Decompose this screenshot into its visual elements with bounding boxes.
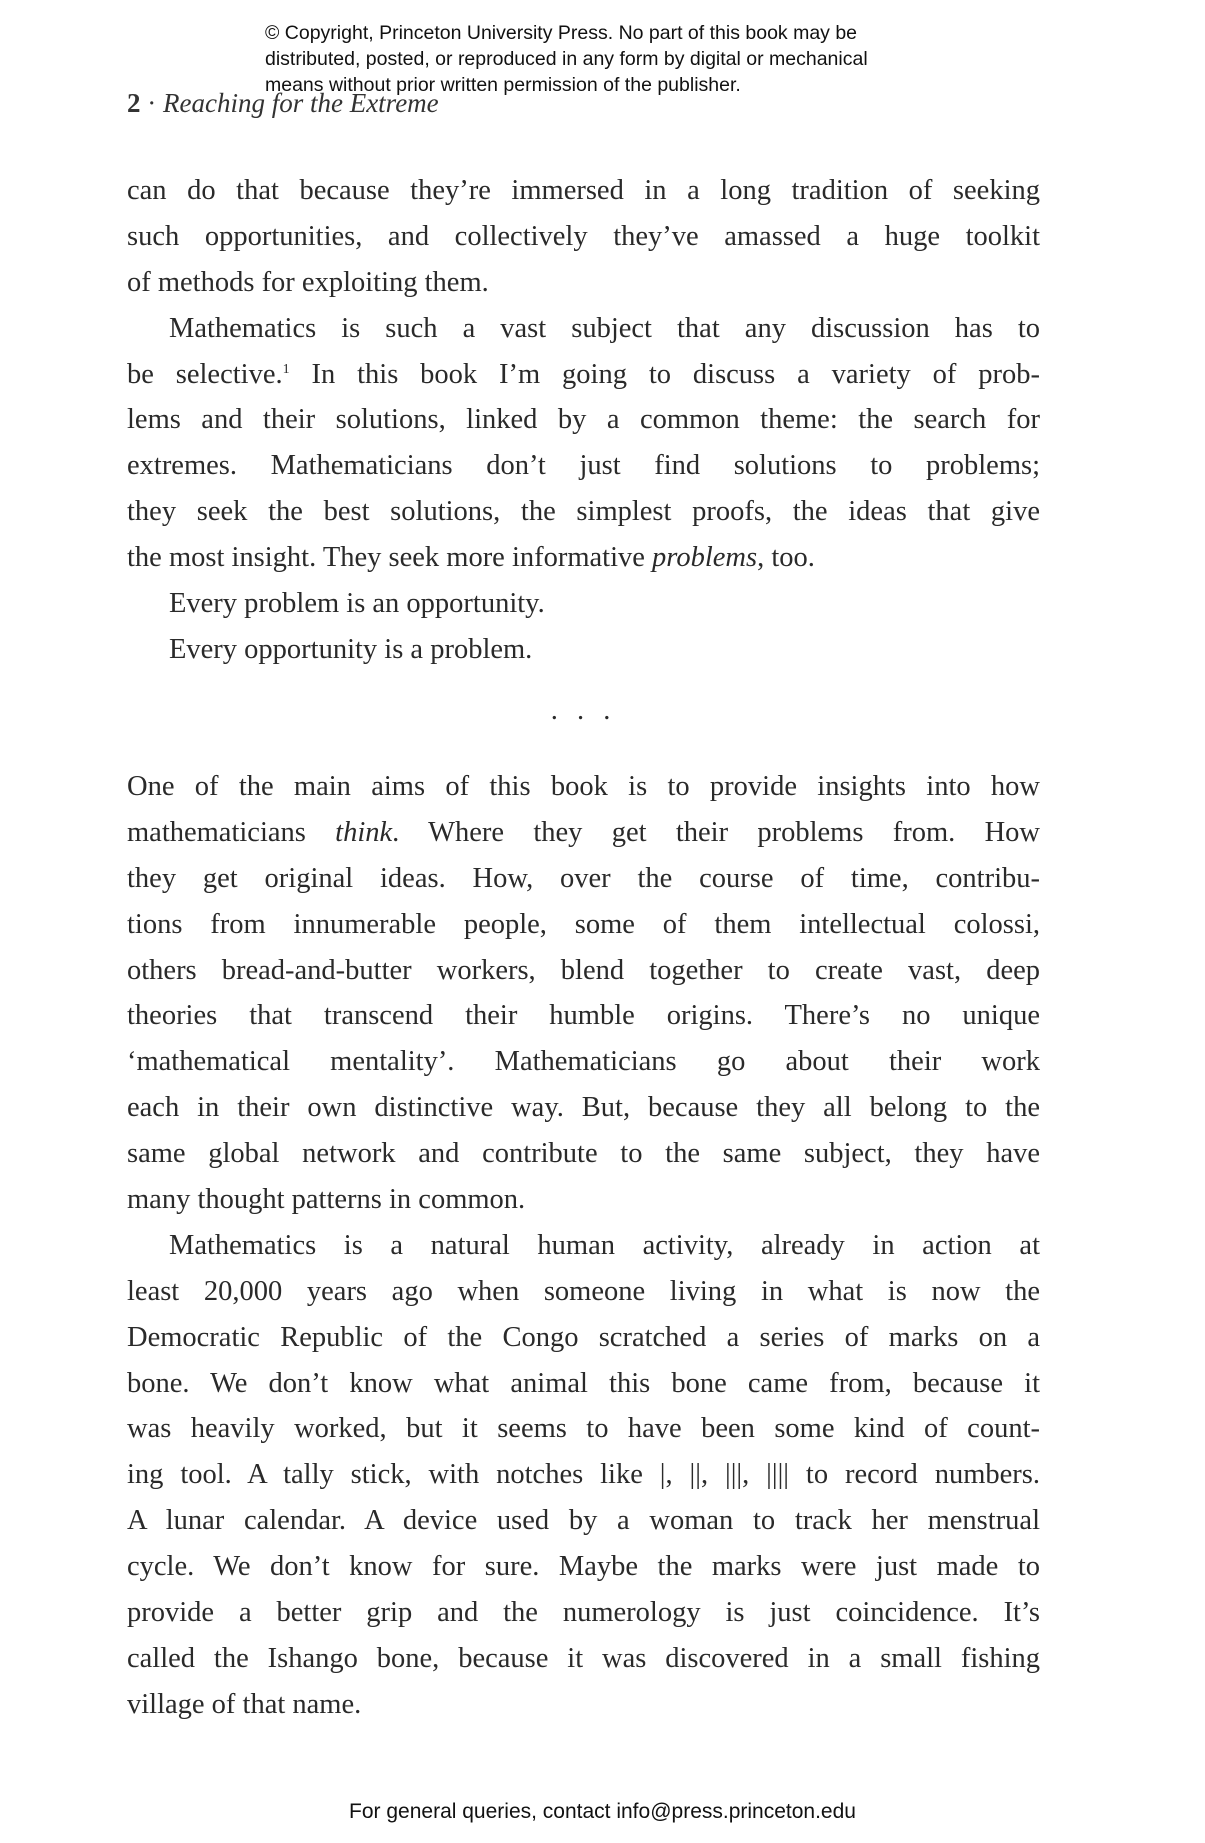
text-line [127,856,1040,902]
text-segment: Mathematics is such a vast subject that any discussion has to [169,312,1040,344]
text-segment: ing tool. A tally stick, with notches like |, ||, |||, |||| to record numbers. [127,1459,1040,1491]
text-line [127,902,1040,948]
text-line [127,1269,1040,1315]
footnote-marker[interactable]: 1 [282,361,290,377]
text-segment: A lunar calendar. A device used by a woman to track her menstrual [127,1505,1040,1537]
text-line [127,1682,1040,1728]
text-line [127,1361,1040,1407]
text-line [127,489,1040,535]
copyright-line: distributed, posted, or reproduced in any form by digital or mechanical [265,48,868,70]
text-segment: . . . [550,695,617,726]
text-segment: Mathematics is a natural human activity, already in action at [169,1229,1040,1261]
text-segment: Every opportunity is a problem. [169,633,533,665]
text-line [127,306,1040,352]
text-segment: many thought patterns in common. [127,1184,526,1216]
text-segment: cycle. We don’t know for sure. Maybe the marks were just made to [127,1551,1040,1583]
text-segment: bone. We don’t know what animal this bone came from, because it [127,1367,1040,1399]
text-segment: each in their own distinctive way. But, because they all belong to the [127,1092,1040,1124]
running-head [127,88,439,119]
running-head-title: Reaching for the Extreme [163,88,439,118]
body-text-section [127,764,1040,1728]
text-line [127,764,1040,810]
text-segment: the most insight. They seek more informative [127,542,653,574]
text-line [127,443,1040,489]
body-text-section [127,168,1040,673]
text-segment: , too. [757,542,815,574]
text-segment: others bread-and-butter workers, blend together to create vast, deep [127,954,1040,986]
text-line [127,1315,1040,1361]
text-segment: lems and their solutions, linked by a common theme: the search for [127,404,1040,436]
copyright-line: © Copyright, Princeton University Press. No part of this book may be [265,22,858,44]
text-line [127,260,1040,306]
text-segment: Every problem is an opportunity. [169,588,545,620]
text-line [127,810,1040,856]
text-segment: same global network and contribute to the same subject, they have [127,1138,1040,1170]
text-line [127,1039,1040,1085]
text-line [127,1590,1040,1636]
italic-text: think [335,816,393,848]
text-segment: of methods for exploiting them. [127,266,489,298]
text-segment: provide a better grip and the numerology is just coincidence. It’s [127,1597,1040,1629]
text-segment: village of that name. [127,1688,362,1720]
text-segment: One of the main aims of this book is to provide insights into how [127,771,1040,802]
text-segment: theories that transcend their humble origins. There’s no unique [127,1000,1040,1032]
text-line [127,1498,1040,1544]
text-segment: ‘mathematical mentality’. Mathematicians go about their work [127,1046,1040,1078]
text-line [127,352,1040,398]
text-segment: can do that because they’re immersed in a long tradition of seeking [127,175,1040,206]
text-line [127,993,1040,1039]
footer-contact: For general queries, contact info@press.princeton.edu [349,1800,856,1823]
text-segment: be selective. [127,358,283,390]
text-segment: . Where they get their problems from. How [392,816,1041,848]
text-line [127,948,1040,994]
text-line [127,1177,1040,1223]
page-number: 2 [127,88,141,118]
copyright-line: means without prior written permission of the publisher. [265,74,741,96]
text-line [127,1544,1040,1590]
text-segment: tions from innumerable people, some of them intellectual colossi, [127,908,1040,940]
text-line [127,397,1040,443]
text-segment: called the Ishango bone, because it was discovered in a small fishing [127,1642,1040,1674]
text-segment: extremes. Mathematicians don’t just find solutions to problems; [127,450,1040,482]
text-segment: they seek the best solutions, the simplest proofs, the ideas that give [127,496,1040,528]
section-break [127,688,1040,734]
section-break-dots [127,688,1040,734]
copyright-notice [265,20,868,98]
text-line [127,168,1040,214]
text-line [127,535,1040,581]
text-line [127,214,1040,260]
text-line [127,1636,1040,1682]
text-line [127,1406,1040,1452]
text-line [127,627,1040,673]
running-head-separator: · [140,88,163,118]
text-segment: mathematicians [127,816,336,848]
text-line [127,581,1040,627]
italic-text: problems [652,542,758,574]
text-segment: Democratic Republic of the Congo scratched a series of marks on a [127,1321,1040,1353]
text-segment: least 20,000 years ago when someone living in what is now the [127,1275,1040,1307]
text-line [127,1452,1040,1498]
text-line [127,1223,1040,1269]
text-segment: was heavily worked, but it seems to have been some kind of count- [127,1413,1040,1445]
text-segment: they get original ideas. How, over the course of time, contribu- [127,862,1040,894]
text-line [127,1131,1040,1177]
text-line [127,1085,1040,1131]
text-segment: such opportunities, and collectively they’ve amassed a huge toolkit [127,220,1040,252]
text-segment: In this book I’m going to discuss a variety of prob- [289,358,1040,390]
